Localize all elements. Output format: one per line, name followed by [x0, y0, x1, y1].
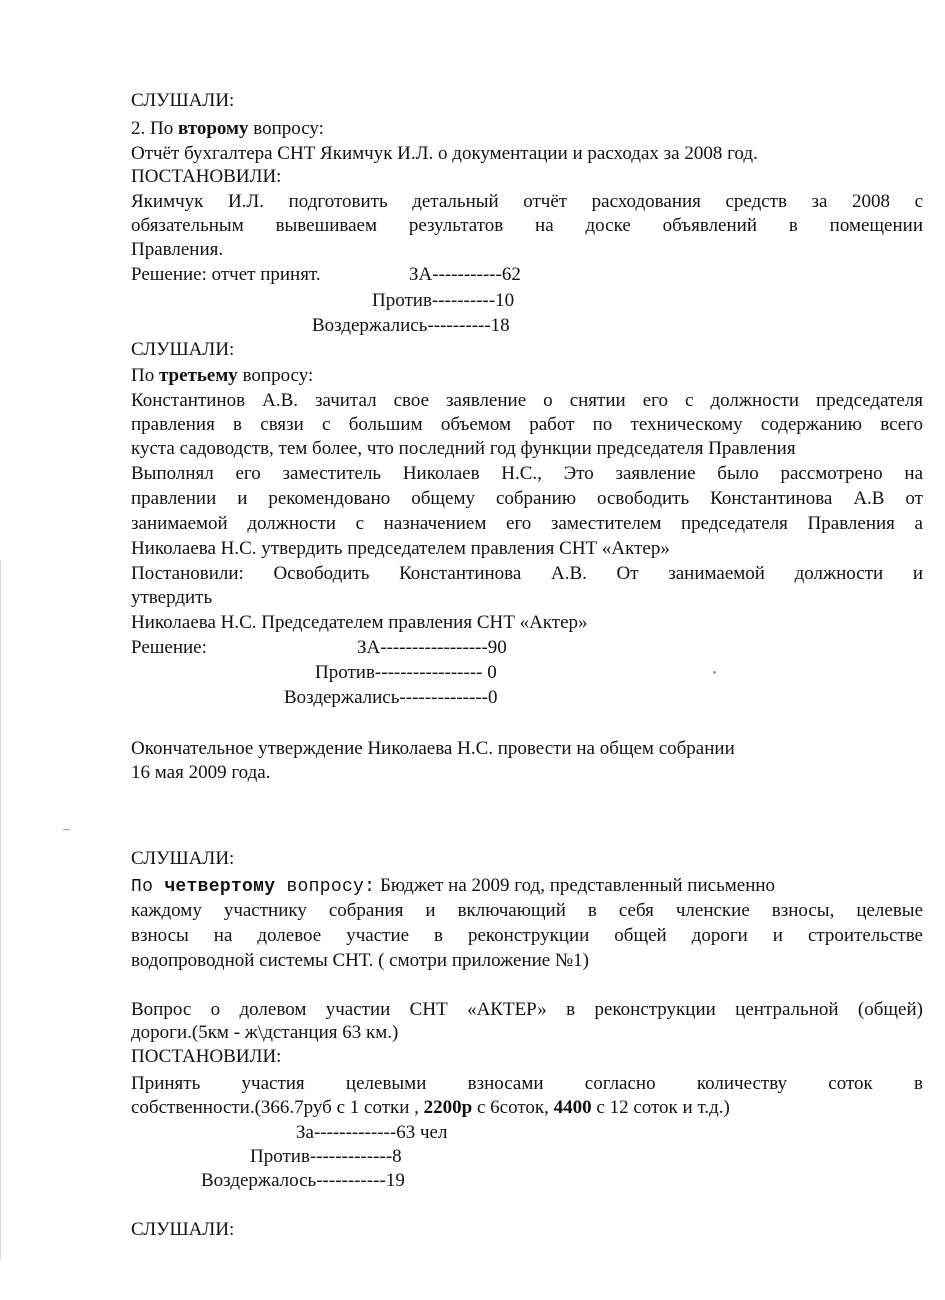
vote-for: ЗА-----------62: [409, 264, 521, 285]
vote-abstain: Воздержались----------18: [312, 315, 510, 336]
paragraph-line: Постановили: Освободить Константинова А.В. От занимаемой должности и: [131, 563, 923, 584]
resolved-heading: ПОСТАНОВИЛИ:: [131, 1046, 282, 1067]
heard-heading: СЛУШАЛИ:: [131, 339, 235, 360]
decision-label: Решение:: [131, 637, 207, 658]
paragraph-line: водопроводной системы СНТ. ( смотри приложение №1): [131, 950, 589, 971]
resolved-heading: ПОСТАНОВИЛИ:: [131, 166, 282, 187]
paragraph-line: взносы на долевое участие в реконструкции общей дороги и строительстве: [131, 925, 923, 946]
vote-abstain: Воздержалось-----------19: [201, 1170, 405, 1191]
question-title: 2. По второму вопросу:: [131, 118, 324, 139]
scan-speck: [63, 829, 70, 830]
vote-against: Против----------10: [372, 290, 515, 311]
paragraph-line: Правления.: [131, 239, 224, 260]
report-line: Отчёт бухгалтера СНТ Якимчук И.Л. о документации и расходах за 2008 год.: [131, 143, 758, 164]
paragraph-line: Николаева Н.С. Председателем правления СНТ «Актер»: [131, 612, 588, 633]
paragraph-line: правления в связи с большим объемом работ по техническому содержанию всего: [131, 414, 923, 435]
paragraph-line: занимаемой должности с назначением его заместителем председателя Правления а: [131, 513, 923, 534]
paragraph-line: Выполнял его заместитель Николаев Н.С., Это заявление было рассмотрено на: [131, 463, 923, 484]
question-title: По третьему вопросу:: [131, 365, 314, 386]
vote-for: За-------------63 чел: [296, 1122, 448, 1143]
scan-edge: [0, 560, 1, 1260]
question-title: По четвертому вопросу: Бюджет на 2009 год, представленный письменно: [131, 875, 776, 897]
paragraph-line: Принять участия целевыми взносами согласно количеству соток в: [131, 1073, 923, 1094]
heard-heading: СЛУШАЛИ:: [131, 848, 235, 869]
paragraph-line: каждому участнику собрания и включающий в себя членские взносы, целевые: [131, 900, 923, 921]
vote-for: ЗА-----------------90: [357, 637, 507, 658]
paragraph-line: обязательным вывешиваем результатов на доске объявлений в помещении: [131, 215, 923, 236]
paragraph-line: Окончательное утверждение Николаева Н.С. провести на общем собрании: [131, 738, 735, 759]
paragraph-line: Константинов А.В. зачитал свое заявление о снятии его с должности председателя: [131, 390, 923, 411]
paragraph-line: куста садоводств, тем более, что последний год функции председателя Правления: [131, 438, 796, 459]
paragraph-line: правлении и рекомендовано общему собранию освободить Константинова А.В от: [131, 488, 923, 509]
scan-speck: [713, 671, 716, 674]
heard-heading: СЛУШАЛИ:: [131, 90, 235, 111]
heard-heading: СЛУШАЛИ:: [131, 1219, 235, 1240]
vote-against: Против-------------8: [250, 1146, 402, 1167]
paragraph-line: утвердить: [131, 587, 213, 608]
paragraph-line: Николаева Н.С. утвердить председателем правления СНТ «Актер»: [131, 538, 670, 559]
paragraph-line: Вопрос о долевом участии СНТ «АКТЕР» в реконструкции центральной (общей): [131, 999, 923, 1020]
paragraph-line: собственности.(366.7руб с 1 сотки , 2200р с 6соток, 4400 с 12 соток и т.д.): [131, 1097, 730, 1118]
vote-abstain: Воздержались--------------0: [284, 687, 498, 708]
paragraph-line: дороги.(5км - ж\дстанция 63 км.): [131, 1022, 399, 1043]
decision-label: Решение: отчет принят.: [131, 264, 321, 285]
paragraph-line: 16 мая 2009 года.: [131, 762, 271, 783]
vote-against: Против----------------- 0: [315, 662, 497, 683]
paragraph-line: Якимчук И.Л. подготовить детальный отчёт расходования средств за 2008 с: [131, 191, 923, 212]
